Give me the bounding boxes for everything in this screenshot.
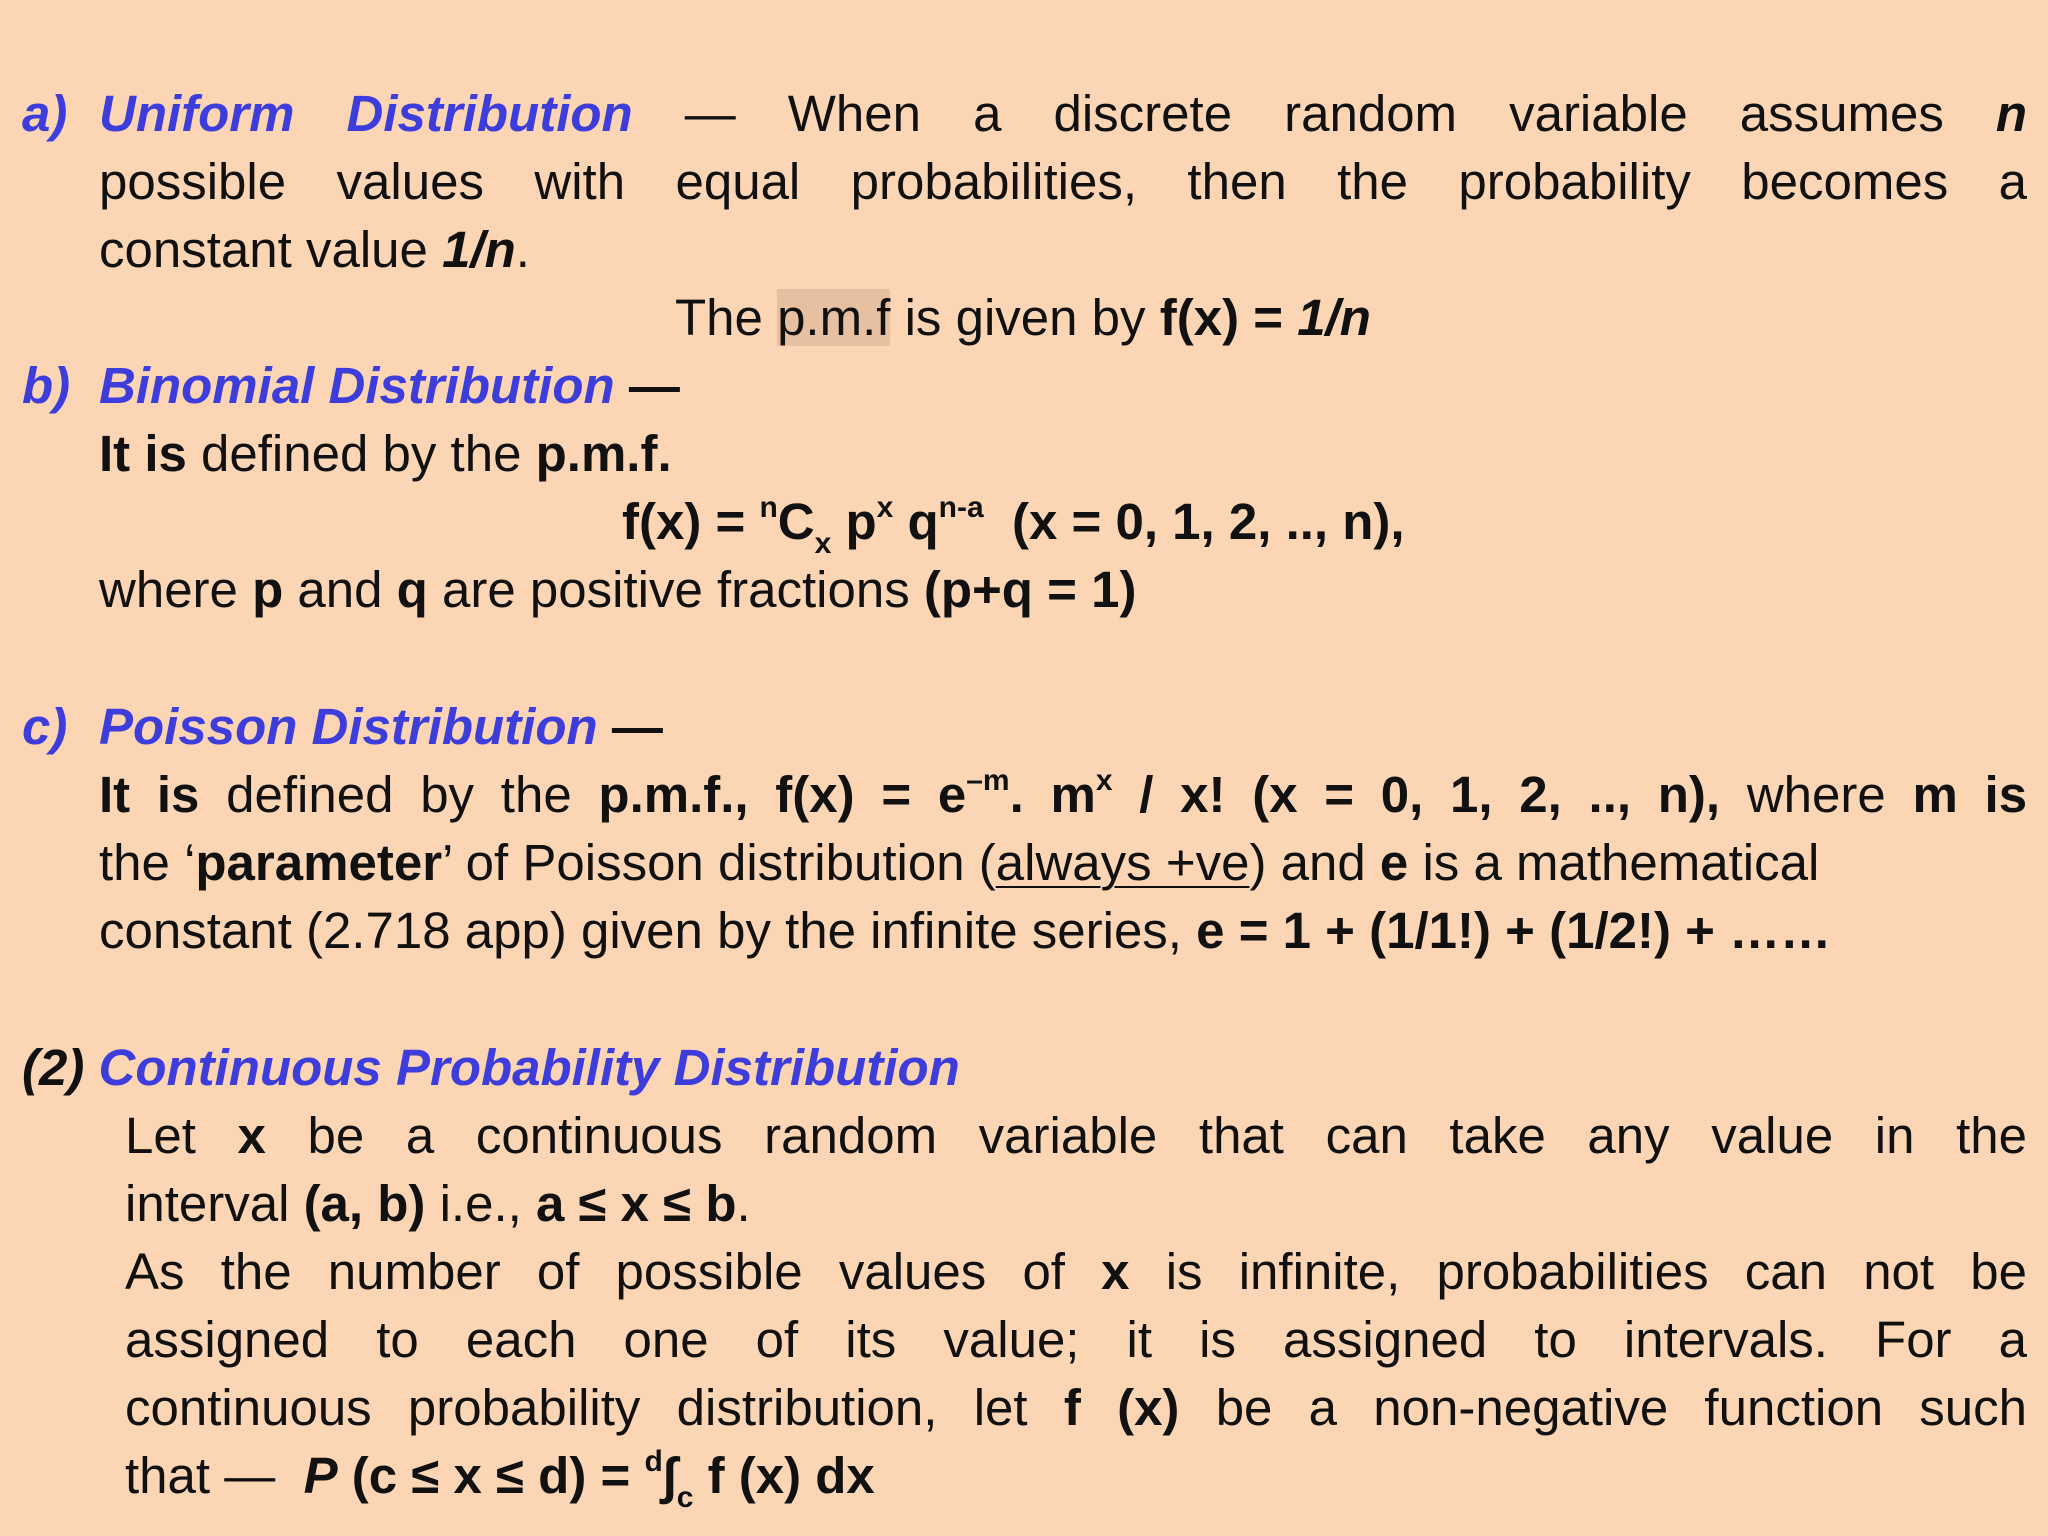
poisson-series: e = 1 + (1/1!) + (1/2!) + …… (1196, 902, 1832, 959)
uniform-line-1-text: When a discrete random variable assumes (787, 85, 1944, 142)
poisson-m-is: m is (1912, 766, 2028, 823)
binomial-defined: defined by the (201, 425, 522, 482)
continuous-p2-line-2 (125, 1306, 2027, 1374)
uniform-constant: 1/n (442, 221, 516, 278)
continuous-p2-line-2-text: assigned to each one of its value; it is assigned to intervals. For a (125, 1311, 2027, 1368)
binomial-formula-x-sub: x (814, 527, 832, 560)
uniform-title: Uniform Distribution (99, 85, 633, 142)
continuous-interval: interval (125, 1175, 290, 1232)
continuous-ie: i.e., (439, 1175, 522, 1232)
poisson-title: Poisson Distribution (99, 698, 598, 755)
binomial-formula-p-exp: x (876, 491, 894, 524)
binomial-sum: (p+q = 1) (923, 561, 1137, 618)
uniform-line-3 (99, 216, 530, 284)
poisson-exp-x: x (1095, 764, 1113, 797)
continuous-p2-line-3-a: continuous probability distribution, let (125, 1379, 1028, 1436)
continuous-inequality: a ≤ x ≤ b (535, 1175, 737, 1232)
uniform-n: n (1995, 85, 2028, 142)
continuous-period: . (736, 1175, 751, 1232)
integral-sign: ∫ (662, 1447, 677, 1504)
uniform-pmf-highlight: p.m.f (777, 289, 891, 346)
binomial-pmf: p.m.f. (535, 425, 672, 482)
binomial-formula-range: (x = 0, 1, 2, .., n), (1012, 493, 1405, 550)
uniform-pmf-the: The (675, 289, 763, 346)
binomial-dash: — (628, 357, 680, 414)
uniform-dash: — (684, 85, 736, 142)
binomial-heading (22, 352, 70, 420)
poisson-constant: constant (2.718 app) given by the infinite series, (99, 902, 1182, 959)
binomial-fractions: are positive fractions (442, 561, 910, 618)
poisson-and: ) and (1249, 834, 1366, 891)
uniform-line-2 (99, 148, 2027, 216)
continuous-x: x (237, 1107, 266, 1164)
continuous-upper-limit: d (644, 1445, 663, 1478)
binomial-where: where (99, 561, 238, 618)
uniform-period: . (515, 221, 530, 278)
poisson-formula-a: p.m.f., f(x) = e (598, 766, 967, 823)
continuous-p1-line-2 (125, 1170, 751, 1238)
continuous-let: Let (125, 1107, 196, 1164)
uniform-line-3-text: constant value (99, 221, 428, 278)
poisson-formula-c: / x! (x = 0, 1, 2, .., n), (1139, 766, 1721, 823)
uniform-pmf-mid: is given by (904, 289, 1146, 346)
binomial-title-line (99, 352, 680, 420)
poisson-where: where (1746, 766, 1886, 823)
poisson-title-line (99, 693, 663, 761)
poisson-it-is: It is (99, 766, 200, 823)
continuous-p2-line-3 (125, 1374, 2027, 1442)
poisson-always-positive: always +ve (995, 834, 1250, 891)
binomial-formula-n: n (759, 491, 778, 524)
uniform-line-2-text: possible values with equal probabilities, then the probability becomes a (99, 153, 2027, 210)
binomial-formula (622, 488, 1405, 560)
continuous-title: Continuous Probability Distribution (98, 1039, 960, 1096)
continuous-p2-line-3-b: be a non-negative function such (1215, 1379, 2028, 1436)
binomial-q: q (396, 561, 428, 618)
uniform-marker: a) (22, 85, 68, 142)
uniform-pmf-value: 1/n (1297, 289, 1371, 346)
continuous-P: P (303, 1447, 338, 1504)
poisson-line-3 (99, 897, 1831, 965)
binomial-title: Binomial Distribution (99, 357, 615, 414)
continuous-fx: f (x) (1063, 1379, 1180, 1436)
poisson-defined: defined by the (226, 766, 572, 823)
continuous-ab: (a, b) (303, 1175, 426, 1232)
binomial-formula-p: p (845, 493, 877, 550)
binomial-formula-q: q (907, 493, 939, 550)
poisson-line-1 (99, 761, 2027, 829)
poisson-of: ’ of Poisson distribution ( (442, 834, 996, 891)
binomial-line-1 (99, 420, 672, 488)
continuous-p2-x: x (1101, 1243, 1130, 1300)
binomial-marker: b) (22, 357, 71, 414)
poisson-mathematical: is a mathematical (1422, 834, 1820, 891)
binomial-formula-lhs: f(x) = (622, 493, 746, 550)
continuous-p2-line-1 (125, 1238, 2027, 1306)
poisson-the: the ‘ (99, 834, 196, 891)
poisson-parameter: parameter (195, 834, 443, 891)
continuous-p2-line-4 (125, 1442, 875, 1514)
binomial-and: and (297, 561, 383, 618)
binomial-p: p (252, 561, 284, 618)
continuous-range: (c ≤ x ≤ d) = (351, 1447, 631, 1504)
uniform-line-1 (99, 80, 2027, 148)
poisson-formula (598, 766, 1720, 823)
binomial-formula-q-exp: n-a (938, 491, 984, 524)
uniform-pmf-fx: f(x) = (1159, 289, 1284, 346)
poisson-exp-m: –m (966, 764, 1010, 797)
continuous-p1-line-1 (125, 1102, 2027, 1170)
poisson-dash: — (611, 698, 663, 755)
binomial-it-is: It is (99, 425, 187, 482)
binomial-line-3 (99, 556, 1136, 624)
continuous-that: that — (125, 1447, 276, 1504)
continuous-heading (22, 1034, 960, 1102)
continuous-marker: (2) (22, 1039, 85, 1096)
poisson-line-2 (99, 829, 1819, 897)
poisson-marker: c) (22, 698, 68, 755)
poisson-formula-b: . m (1009, 766, 1096, 823)
continuous-p2-text-b: is infinite, probabilities can not be (1165, 1243, 2027, 1300)
continuous-p2-text-a: As the number of possible values of (125, 1243, 1065, 1300)
uniform-pmf-line (675, 284, 1371, 352)
continuous-integrand: f (x) dx (707, 1447, 875, 1504)
continuous-p1-text: be a continuous random variable that can take any value in the (307, 1107, 2028, 1164)
continuous-integral-formula (303, 1445, 875, 1514)
poisson-e: e (1379, 834, 1409, 891)
poisson-heading (22, 693, 67, 761)
uniform-heading-line (22, 80, 67, 148)
continuous-lower-limit: c (676, 1481, 694, 1514)
binomial-formula-C: C (777, 493, 815, 550)
